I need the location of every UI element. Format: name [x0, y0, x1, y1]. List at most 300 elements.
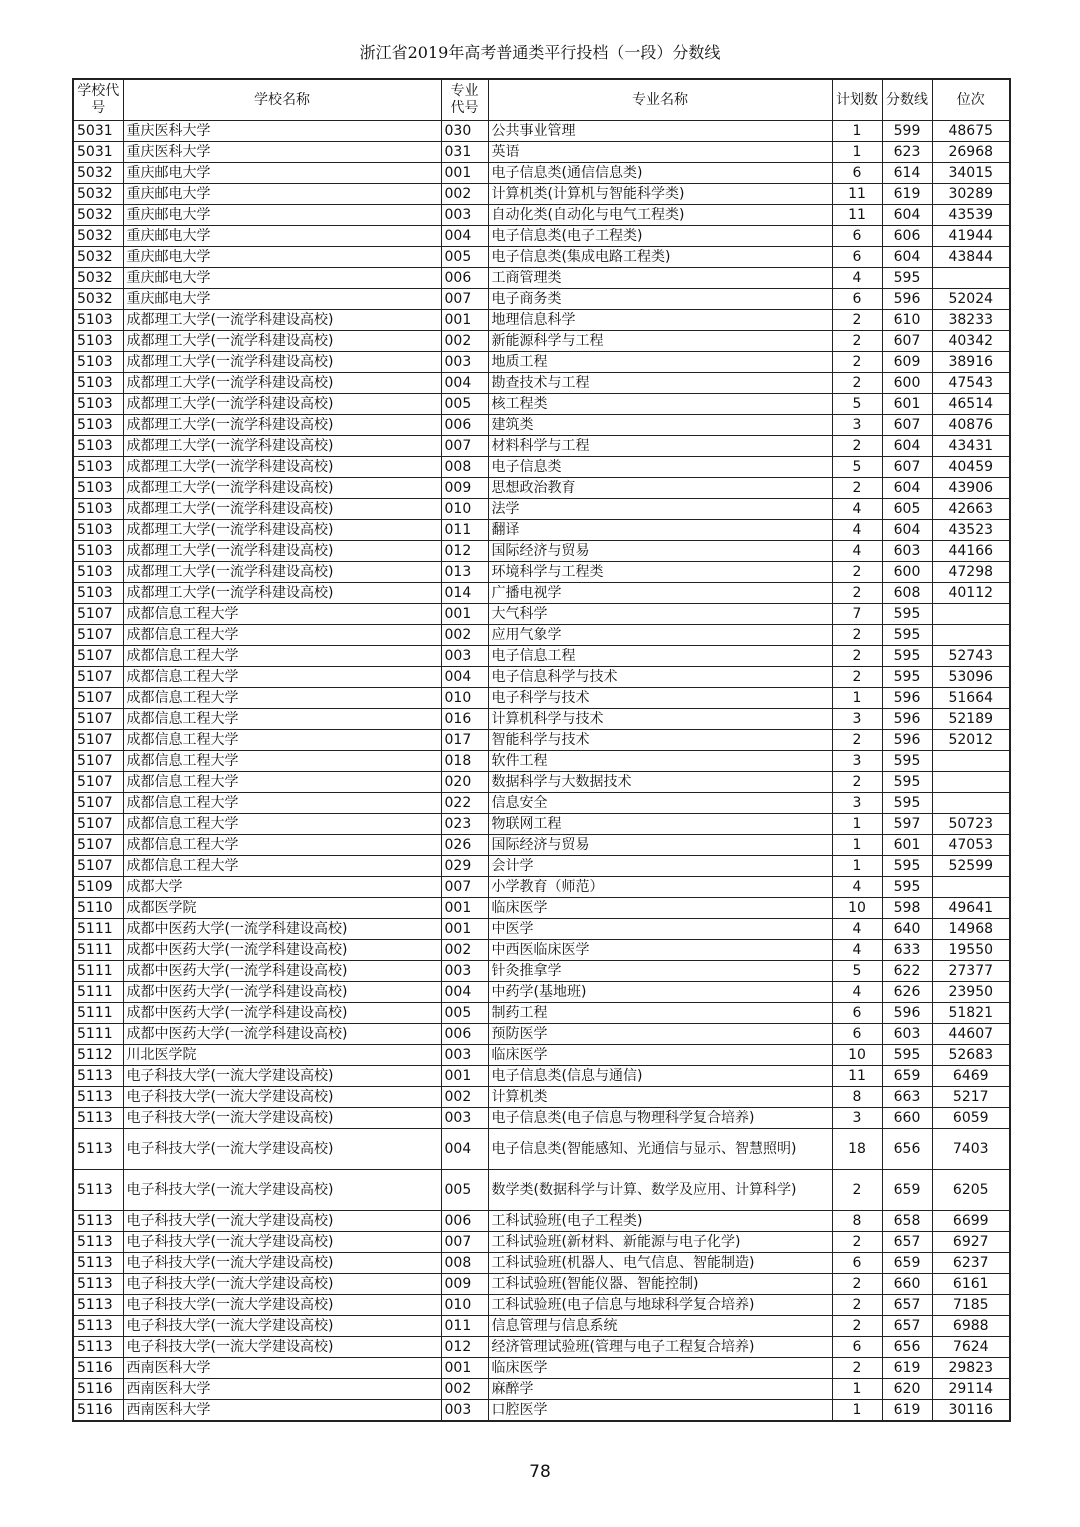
cell-plan: 2: [832, 1170, 882, 1211]
table-row: [73, 646, 1010, 667]
cell-major-code: 016: [441, 709, 488, 730]
cell-score: 595: [882, 1045, 932, 1066]
cell-school-name: 成都信息工程大学: [123, 604, 441, 625]
cell-score: 606: [882, 226, 932, 247]
cell-rank: 50723: [932, 814, 1010, 835]
table-row: [73, 1108, 1010, 1129]
cell-major-name: 口腔医学: [488, 1400, 832, 1422]
cell-school-code: 5113: [73, 1316, 123, 1337]
cell-school-name: 成都理工大学(一流学科建设高校): [123, 583, 441, 604]
cell-school-code: 5109: [73, 877, 123, 898]
table-row: [73, 688, 1010, 709]
cell-major-code: 005: [441, 1170, 488, 1211]
cell-major-code: 002: [441, 1379, 488, 1400]
cell-plan: 1: [832, 835, 882, 856]
cell-school-code: 5111: [73, 919, 123, 940]
cell-major-code: 020: [441, 772, 488, 793]
cell-score: 619: [882, 1358, 932, 1379]
table-row: [73, 982, 1010, 1003]
table-row: [73, 1253, 1010, 1274]
cell-school-name: 成都理工大学(一流学科建设高校): [123, 520, 441, 541]
table-row: [73, 961, 1010, 982]
cell-plan: 2: [832, 478, 882, 499]
cell-plan: 4: [832, 877, 882, 898]
cell-rank: 6237: [932, 1253, 1010, 1274]
cell-rank: 34015: [932, 163, 1010, 184]
cell-major-code: 007: [441, 1232, 488, 1253]
cell-school-code: 5110: [73, 898, 123, 919]
cell-score: 600: [882, 562, 932, 583]
header-rank: 位次: [932, 79, 1010, 121]
cell-plan: 2: [832, 1295, 882, 1316]
table-row: [73, 667, 1010, 688]
cell-score: 657: [882, 1316, 932, 1337]
cell-school-code: 5103: [73, 457, 123, 478]
header-school-code: 学校代号: [73, 79, 123, 121]
cell-major-name: 工科试验班(新材料、新能源与电子化学): [488, 1232, 832, 1253]
cell-plan: 2: [832, 730, 882, 751]
cell-school-code: 5111: [73, 982, 123, 1003]
cell-school-name: 成都理工大学(一流学科建设高校): [123, 394, 441, 415]
table-row: [73, 541, 1010, 562]
table-row: [73, 499, 1010, 520]
cell-major-name: 制药工程: [488, 1003, 832, 1024]
cell-school-name: 电子科技大学(一流大学建设高校): [123, 1129, 441, 1170]
cell-score: 607: [882, 457, 932, 478]
cell-rank: 42663: [932, 499, 1010, 520]
table-row: [73, 751, 1010, 772]
cell-score: 614: [882, 163, 932, 184]
cell-school-name: 重庆邮电大学: [123, 289, 441, 310]
cell-school-name: 成都信息工程大学: [123, 709, 441, 730]
cell-major-name: 勘查技术与工程: [488, 373, 832, 394]
cell-rank: 52012: [932, 730, 1010, 751]
cell-school-name: 电子科技大学(一流大学建设高校): [123, 1295, 441, 1316]
cell-plan: 2: [832, 1232, 882, 1253]
table-row: [73, 625, 1010, 646]
header-major-name: 专业名称: [488, 79, 832, 121]
cell-plan: 3: [832, 751, 882, 772]
cell-school-code: 5103: [73, 562, 123, 583]
header-school-name: 学校名称: [123, 79, 441, 121]
cell-school-name: 重庆邮电大学: [123, 163, 441, 184]
cell-school-code: 5107: [73, 835, 123, 856]
cell-major-name: 电子信息类(智能感知、光通信与显示、智慧照明): [488, 1129, 832, 1170]
cell-school-code: 5111: [73, 1024, 123, 1045]
cell-plan: 4: [832, 541, 882, 562]
cell-school-name: 成都理工大学(一流学科建设高校): [123, 457, 441, 478]
cell-major-name: 建筑类: [488, 415, 832, 436]
cell-rank: [932, 625, 1010, 646]
cell-school-name: 成都理工大学(一流学科建设高校): [123, 562, 441, 583]
cell-school-code: 5103: [73, 394, 123, 415]
cell-school-name: 川北医学院: [123, 1045, 441, 1066]
cell-school-code: 5107: [73, 793, 123, 814]
cell-major-code: 009: [441, 1274, 488, 1295]
cell-school-name: 成都信息工程大学: [123, 772, 441, 793]
cell-major-code: 003: [441, 961, 488, 982]
cell-score: 595: [882, 268, 932, 289]
table-row: [73, 856, 1010, 877]
cell-major-code: 031: [441, 142, 488, 163]
cell-plan: 4: [832, 982, 882, 1003]
cell-score: 603: [882, 1024, 932, 1045]
cell-rank: 44607: [932, 1024, 1010, 1045]
cell-plan: 6: [832, 226, 882, 247]
cell-plan: 2: [832, 1274, 882, 1295]
table-row: [73, 1232, 1010, 1253]
cell-score: 619: [882, 184, 932, 205]
cell-school-code: 5103: [73, 310, 123, 331]
cell-plan: 5: [832, 961, 882, 982]
cell-school-code: 5103: [73, 541, 123, 562]
cell-school-code: 5111: [73, 940, 123, 961]
cell-major-code: 001: [441, 1066, 488, 1087]
cell-plan: 10: [832, 898, 882, 919]
cell-major-name: 法学: [488, 499, 832, 520]
cell-major-name: 电子商务类: [488, 289, 832, 310]
cell-major-name: 地质工程: [488, 352, 832, 373]
cell-score: 595: [882, 772, 932, 793]
cell-rank: 7403: [932, 1129, 1010, 1170]
cell-rank: 46514: [932, 394, 1010, 415]
cell-major-code: 026: [441, 835, 488, 856]
table-row: [73, 331, 1010, 352]
cell-plan: 6: [832, 163, 882, 184]
cell-school-name: 成都信息工程大学: [123, 751, 441, 772]
cell-major-name: 公共事业管理: [488, 121, 832, 142]
cell-plan: 11: [832, 205, 882, 226]
table-row: [73, 457, 1010, 478]
cell-rank: 38233: [932, 310, 1010, 331]
cell-major-name: 临床医学: [488, 1358, 832, 1379]
cell-plan: 6: [832, 1253, 882, 1274]
cell-rank: [932, 751, 1010, 772]
cell-plan: 11: [832, 184, 882, 205]
table-row: [73, 1087, 1010, 1108]
cell-score: 626: [882, 982, 932, 1003]
cell-score: 604: [882, 205, 932, 226]
cell-plan: 4: [832, 268, 882, 289]
cell-score: 595: [882, 793, 932, 814]
cell-major-code: 002: [441, 1087, 488, 1108]
cell-school-name: 成都中医药大学(一流学科建设高校): [123, 1003, 441, 1024]
cell-major-code: 001: [441, 919, 488, 940]
cell-score: 656: [882, 1129, 932, 1170]
cell-school-name: 成都中医药大学(一流学科建设高校): [123, 940, 441, 961]
cell-major-code: 002: [441, 331, 488, 352]
cell-plan: 2: [832, 667, 882, 688]
cell-score: 640: [882, 919, 932, 940]
cell-score: 660: [882, 1108, 932, 1129]
cell-school-code: 5111: [73, 1003, 123, 1024]
cell-plan: 1: [832, 142, 882, 163]
cell-major-name: 中药学(基地班): [488, 982, 832, 1003]
cell-major-name: 物联网工程: [488, 814, 832, 835]
table-row: [73, 1274, 1010, 1295]
cell-major-code: 005: [441, 1003, 488, 1024]
cell-plan: 2: [832, 625, 882, 646]
cell-score: 605: [882, 499, 932, 520]
cell-major-code: 022: [441, 793, 488, 814]
cell-score: 595: [882, 604, 932, 625]
cell-rank: 47298: [932, 562, 1010, 583]
cell-school-name: 西南医科大学: [123, 1358, 441, 1379]
cell-major-code: 002: [441, 184, 488, 205]
table-row: [73, 772, 1010, 793]
cell-rank: 44166: [932, 541, 1010, 562]
cell-major-name: 电子信息工程: [488, 646, 832, 667]
cell-major-code: 007: [441, 436, 488, 457]
table-row: [73, 709, 1010, 730]
table-row: [73, 583, 1010, 604]
cell-rank: 52683: [932, 1045, 1010, 1066]
cell-score: 604: [882, 247, 932, 268]
cell-rank: 43431: [932, 436, 1010, 457]
cell-school-name: 成都医学院: [123, 898, 441, 919]
cell-rank: 30289: [932, 184, 1010, 205]
cell-school-name: 重庆邮电大学: [123, 226, 441, 247]
cell-major-code: 001: [441, 163, 488, 184]
cell-rank: 6205: [932, 1170, 1010, 1211]
cell-major-code: 003: [441, 1400, 488, 1422]
cell-rank: 48675: [932, 121, 1010, 142]
cell-score: 595: [882, 751, 932, 772]
table-row: [73, 1295, 1010, 1316]
cell-rank: 43906: [932, 478, 1010, 499]
cell-rank: 7624: [932, 1337, 1010, 1358]
cell-school-code: 5107: [73, 709, 123, 730]
cell-major-code: 030: [441, 121, 488, 142]
cell-school-name: 成都信息工程大学: [123, 667, 441, 688]
cell-major-name: 环境科学与工程类: [488, 562, 832, 583]
cell-major-name: 中西医临床医学: [488, 940, 832, 961]
cell-major-code: 003: [441, 1108, 488, 1129]
table-row: [73, 1211, 1010, 1232]
cell-major-name: 国际经济与贸易: [488, 835, 832, 856]
cell-score: 604: [882, 478, 932, 499]
cell-school-code: 5113: [73, 1253, 123, 1274]
cell-major-name: 信息安全: [488, 793, 832, 814]
cell-major-name: 翻译: [488, 520, 832, 541]
table-row: [73, 1003, 1010, 1024]
cell-major-name: 大气科学: [488, 604, 832, 625]
cell-school-name: 电子科技大学(一流大学建设高校): [123, 1253, 441, 1274]
cell-major-name: 工科试验班(电子工程类): [488, 1211, 832, 1232]
cell-score: 620: [882, 1379, 932, 1400]
cell-score: 633: [882, 940, 932, 961]
cell-school-name: 电子科技大学(一流大学建设高校): [123, 1316, 441, 1337]
table-row: [73, 226, 1010, 247]
cell-major-name: 信息管理与信息系统: [488, 1316, 832, 1337]
cell-major-code: 008: [441, 1253, 488, 1274]
cell-score: 595: [882, 646, 932, 667]
cell-major-name: 计算机类(计算机与智能科学类): [488, 184, 832, 205]
cell-school-code: 5113: [73, 1108, 123, 1129]
cell-major-code: 002: [441, 940, 488, 961]
cell-score: 607: [882, 331, 932, 352]
cell-major-name: 国际经济与贸易: [488, 541, 832, 562]
cell-major-name: 自动化类(自动化与电气工程类): [488, 205, 832, 226]
cell-major-name: 经济管理试验班(管理与电子工程复合培养): [488, 1337, 832, 1358]
cell-plan: 2: [832, 646, 882, 667]
score-table: [72, 78, 1011, 1422]
cell-major-name: 应用气象学: [488, 625, 832, 646]
cell-major-code: 017: [441, 730, 488, 751]
cell-plan: 6: [832, 1024, 882, 1045]
cell-school-name: 成都理工大学(一流学科建设高校): [123, 436, 441, 457]
cell-rank: 38916: [932, 352, 1010, 373]
table-row: [73, 940, 1010, 961]
header-major-code: 专业代号: [441, 79, 488, 121]
cell-major-name: 针灸推拿学: [488, 961, 832, 982]
table-row: [73, 163, 1010, 184]
cell-major-code: 003: [441, 352, 488, 373]
cell-major-code: 013: [441, 562, 488, 583]
cell-school-name: 电子科技大学(一流大学建设高校): [123, 1274, 441, 1295]
cell-plan: 3: [832, 415, 882, 436]
cell-rank: 30116: [932, 1400, 1010, 1422]
cell-school-code: 5032: [73, 289, 123, 310]
page-number: 78: [529, 1462, 551, 1482]
cell-school-name: 电子科技大学(一流大学建设高校): [123, 1211, 441, 1232]
cell-school-code: 5113: [73, 1129, 123, 1170]
cell-school-code: 5107: [73, 772, 123, 793]
cell-major-code: 010: [441, 688, 488, 709]
cell-rank: [932, 877, 1010, 898]
cell-major-name: 麻醉学: [488, 1379, 832, 1400]
cell-major-name: 小学教育（师范）: [488, 877, 832, 898]
table-row: [73, 478, 1010, 499]
cell-school-code: 5113: [73, 1295, 123, 1316]
cell-major-code: 012: [441, 1337, 488, 1358]
cell-score: 600: [882, 373, 932, 394]
cell-score: 596: [882, 709, 932, 730]
cell-rank: 43844: [932, 247, 1010, 268]
cell-school-code: 5112: [73, 1045, 123, 1066]
cell-plan: 2: [832, 1316, 882, 1337]
cell-rank: 41944: [932, 226, 1010, 247]
cell-rank: 6988: [932, 1316, 1010, 1337]
table-row: [73, 205, 1010, 226]
cell-school-code: 5116: [73, 1358, 123, 1379]
cell-rank: 6059: [932, 1108, 1010, 1129]
cell-score: 659: [882, 1170, 932, 1211]
cell-score: 603: [882, 541, 932, 562]
cell-rank: 52189: [932, 709, 1010, 730]
cell-major-code: 010: [441, 1295, 488, 1316]
cell-rank: 43523: [932, 520, 1010, 541]
cell-score: 657: [882, 1295, 932, 1316]
cell-score: 610: [882, 310, 932, 331]
cell-major-name: 电子科学与技术: [488, 688, 832, 709]
cell-school-name: 西南医科大学: [123, 1379, 441, 1400]
cell-school-code: 5113: [73, 1170, 123, 1211]
table-row: [73, 898, 1010, 919]
cell-major-code: 011: [441, 1316, 488, 1337]
cell-major-name: 广播电视学: [488, 583, 832, 604]
cell-major-code: 001: [441, 1358, 488, 1379]
cell-school-name: 成都理工大学(一流学科建设高校): [123, 478, 441, 499]
cell-school-name: 成都理工大学(一流学科建设高校): [123, 499, 441, 520]
cell-school-name: 重庆邮电大学: [123, 184, 441, 205]
cell-rank: 43539: [932, 205, 1010, 226]
cell-plan: 8: [832, 1211, 882, 1232]
cell-score: 663: [882, 1087, 932, 1108]
cell-school-code: 5107: [73, 688, 123, 709]
cell-rank: 19550: [932, 940, 1010, 961]
cell-major-code: 002: [441, 625, 488, 646]
table-row: [73, 919, 1010, 940]
cell-school-code: 5032: [73, 184, 123, 205]
cell-plan: 6: [832, 247, 882, 268]
cell-school-code: 5103: [73, 373, 123, 394]
cell-major-name: 地理信息科学: [488, 310, 832, 331]
cell-school-code: 5103: [73, 436, 123, 457]
cell-major-code: 018: [441, 751, 488, 772]
cell-major-code: 004: [441, 373, 488, 394]
cell-rank: 23950: [932, 982, 1010, 1003]
cell-major-code: 003: [441, 205, 488, 226]
cell-score: 601: [882, 835, 932, 856]
cell-major-name: 会计学: [488, 856, 832, 877]
cell-major-code: 008: [441, 457, 488, 478]
cell-major-code: 003: [441, 1045, 488, 1066]
cell-school-code: 5107: [73, 751, 123, 772]
cell-school-code: 5031: [73, 121, 123, 142]
table-row: [73, 121, 1010, 142]
cell-rank: 51664: [932, 688, 1010, 709]
table-row: [73, 184, 1010, 205]
table-header-row: [73, 79, 1010, 121]
cell-plan: 18: [832, 1129, 882, 1170]
cell-major-name: 智能科学与技术: [488, 730, 832, 751]
cell-rank: [932, 793, 1010, 814]
cell-score: 659: [882, 1066, 932, 1087]
cell-plan: 1: [832, 856, 882, 877]
cell-plan: 3: [832, 793, 882, 814]
table-row: [73, 1024, 1010, 1045]
table-row: [73, 1400, 1010, 1422]
table-row: [73, 814, 1010, 835]
cell-major-code: 006: [441, 415, 488, 436]
cell-school-name: 成都理工大学(一流学科建设高校): [123, 331, 441, 352]
cell-school-name: 重庆邮电大学: [123, 247, 441, 268]
cell-plan: 1: [832, 1400, 882, 1422]
table-row: [73, 394, 1010, 415]
table-row: [73, 373, 1010, 394]
cell-school-name: 重庆医科大学: [123, 142, 441, 163]
cell-plan: 1: [832, 814, 882, 835]
cell-score: 596: [882, 688, 932, 709]
cell-major-code: 007: [441, 289, 488, 310]
cell-plan: 5: [832, 457, 882, 478]
cell-school-name: 成都信息工程大学: [123, 793, 441, 814]
cell-score: 598: [882, 898, 932, 919]
cell-school-code: 5107: [73, 646, 123, 667]
cell-school-name: 重庆邮电大学: [123, 268, 441, 289]
cell-major-name: 电子信息类(电子信息与物理科学复合培养): [488, 1108, 832, 1129]
cell-major-name: 数学类(数据科学与计算、数学及应用、计算科学): [488, 1170, 832, 1211]
cell-score: 659: [882, 1253, 932, 1274]
cell-school-code: 5032: [73, 163, 123, 184]
cell-school-code: 5113: [73, 1232, 123, 1253]
cell-school-code: 5113: [73, 1087, 123, 1108]
cell-score: 660: [882, 1274, 932, 1295]
cell-score: 608: [882, 583, 932, 604]
cell-score: 609: [882, 352, 932, 373]
cell-school-name: 电子科技大学(一流大学建设高校): [123, 1232, 441, 1253]
